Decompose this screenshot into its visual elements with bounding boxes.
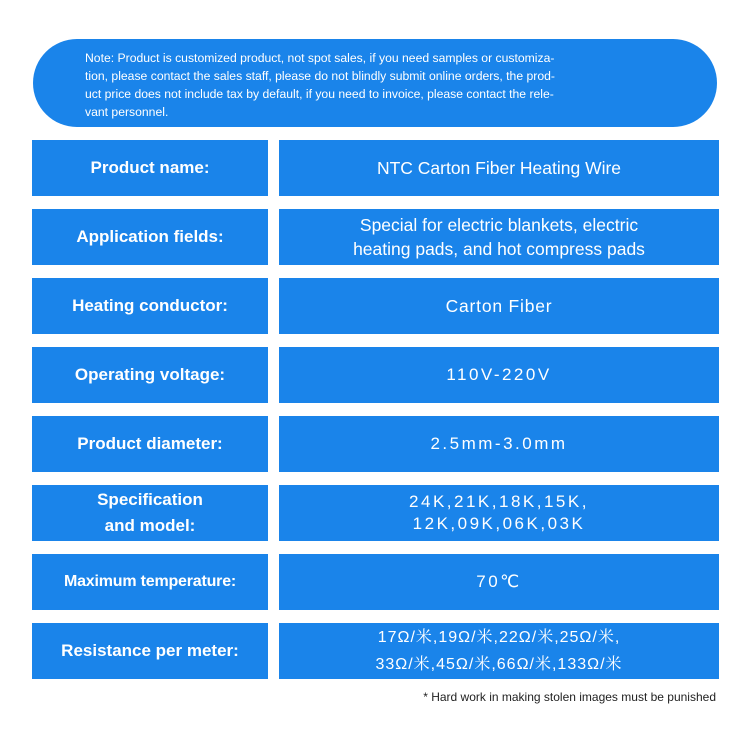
product-name-value: NTC Carton Fiber Heating Wire	[279, 140, 719, 196]
note-banner	[33, 39, 717, 127]
note-line: Note: Product is customized product, not spot sales, if you need samples or customiza-	[85, 51, 555, 65]
note-line: tion, please contact the sales staff, please do not blindly submit online orders, the prod-	[85, 69, 555, 83]
specification-label-line: and model:	[104, 516, 196, 535]
specification-value-line: 24K,21K,18K,15K,	[409, 492, 589, 511]
max-temperature-value: 70℃	[279, 554, 719, 610]
application-fields-label: Application fields:	[32, 209, 268, 265]
specification-value-line: 12K,09K,06K,03K	[412, 514, 586, 533]
resistance-value-line: 33Ω/米,45Ω/米,66Ω/米,133Ω/米	[375, 656, 623, 673]
note-line: uct price does not include tax by default, if you need to invoice, please contact the rele-	[85, 87, 554, 101]
heating-conductor-value: Carton Fiber	[279, 278, 719, 334]
heating-conductor-label: Heating conductor:	[32, 278, 268, 334]
resistance-label: Resistance per meter:	[32, 623, 268, 679]
application-fields-value	[279, 209, 719, 265]
operating-voltage-value: 110V-220V	[279, 347, 719, 403]
resistance-value	[279, 623, 719, 679]
product-name-label: Product name:	[32, 140, 268, 196]
max-temperature-label: Maximum temperature:	[32, 554, 268, 610]
specification-value	[279, 485, 719, 541]
application-fields-line: Special for electric blankets, electric	[359, 215, 639, 235]
footer-disclaimer: * Hard work in making stolen images must be punished	[423, 690, 716, 704]
application-fields-line: heating pads, and hot compress pads	[353, 239, 645, 259]
product-diameter-value: 2.5mm-3.0mm	[279, 416, 719, 472]
specification-label-line: Specification	[97, 490, 203, 509]
note-line: vant personnel.	[85, 105, 169, 119]
product-diameter-label: Product diameter:	[32, 416, 268, 472]
specification-label	[32, 485, 268, 541]
resistance-value-line: 17Ω/米,19Ω/米,22Ω/米,25Ω/米,	[377, 629, 621, 646]
operating-voltage-label: Operating voltage:	[32, 347, 268, 403]
